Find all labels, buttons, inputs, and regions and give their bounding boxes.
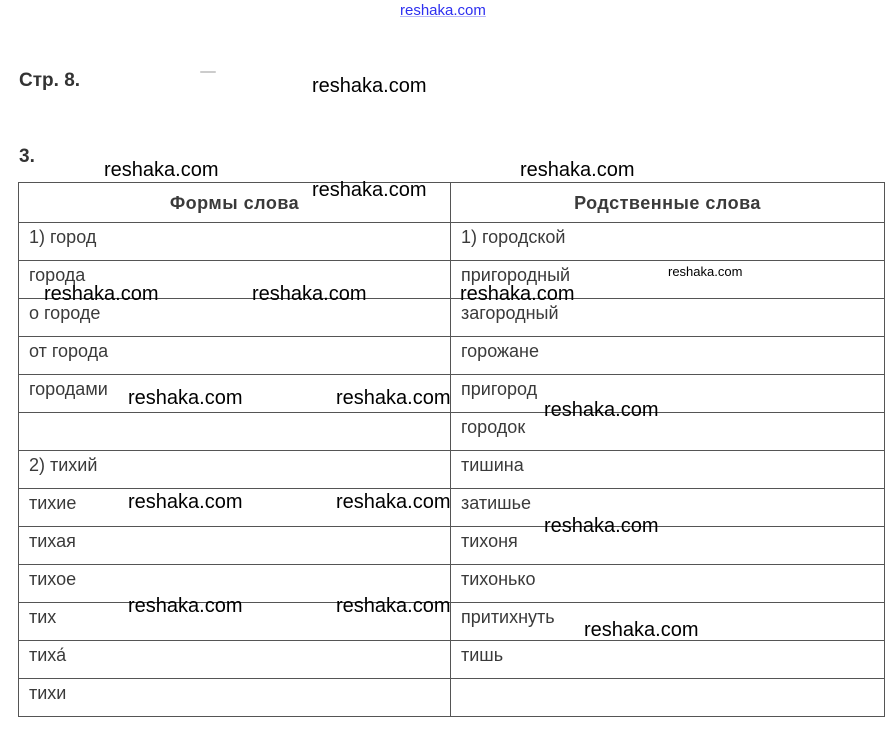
- related-word-cell: пригород: [451, 375, 885, 413]
- watermark: reshaka.com: [584, 619, 699, 641]
- table-row: [19, 413, 885, 451]
- watermark: reshaka.com: [44, 283, 159, 305]
- related-word-cell: горожане: [451, 337, 885, 375]
- table-row: [19, 679, 885, 717]
- word-form-cell: города: [19, 261, 451, 299]
- related-word-cell: тишина: [451, 451, 885, 489]
- watermark: reshaka.com: [460, 283, 575, 305]
- watermark: reshaka.com: [312, 75, 427, 97]
- related-word-cell: [451, 679, 885, 717]
- related-word-cell: загородный: [451, 299, 885, 337]
- site-link[interactable]: reshaka.com: [400, 2, 486, 19]
- watermark: reshaka.com: [544, 399, 659, 421]
- watermark: reshaka.com: [128, 387, 243, 409]
- exercise-number: 3.: [19, 146, 35, 167]
- watermark: reshaka.com: [544, 515, 659, 537]
- word-table: [18, 182, 885, 717]
- watermark: reshaka.com: [252, 283, 367, 305]
- word-form-cell: тихая: [19, 527, 451, 565]
- column-header-word-forms: Формы слова: [19, 183, 451, 223]
- watermark: reshaka.com: [336, 595, 451, 617]
- related-word-cell: пригородный: [451, 261, 885, 299]
- watermark: reshaka.com: [312, 179, 427, 201]
- word-form-cell: от города: [19, 337, 451, 375]
- word-form-cell: [19, 413, 451, 451]
- watermark: reshaka.com: [668, 264, 743, 279]
- table-row: [19, 451, 885, 489]
- watermark: reshaka.com: [104, 159, 219, 181]
- watermark: reshaka.com: [128, 491, 243, 513]
- watermark: reshaka.com: [520, 159, 635, 181]
- table-row: [19, 337, 885, 375]
- watermark: reshaka.com: [128, 595, 243, 617]
- watermark: reshaka.com: [336, 387, 451, 409]
- scan-smudge: [200, 71, 216, 73]
- related-word-cell: тишь: [451, 641, 885, 679]
- word-form-cell: тиха́: [19, 641, 451, 679]
- related-word-cell: тихонько: [451, 565, 885, 603]
- word-form-cell: городами: [19, 375, 451, 413]
- word-form-cell: тихи: [19, 679, 451, 717]
- page-label: Стр. 8.: [19, 70, 81, 91]
- word-form-cell: 2) тихий: [19, 451, 451, 489]
- table-row: [19, 223, 885, 261]
- word-form-cell: о городе: [19, 299, 451, 337]
- word-form-cell: 1) город: [19, 223, 451, 261]
- table-header-row: [19, 183, 885, 223]
- column-header-related-words: Родственные слова: [451, 183, 885, 223]
- watermark: reshaka.com: [336, 491, 451, 513]
- related-word-cell: тихоня: [451, 527, 885, 565]
- word-form-cell: тихое: [19, 565, 451, 603]
- related-word-cell: притихнуть: [451, 603, 885, 641]
- table-row: [19, 527, 885, 565]
- related-word-cell: 1) городской: [451, 223, 885, 261]
- related-word-cell: затишье: [451, 489, 885, 527]
- word-form-cell: тихие: [19, 489, 451, 527]
- word-form-cell: тих: [19, 603, 451, 641]
- table-row: [19, 641, 885, 679]
- related-word-cell: городок: [451, 413, 885, 451]
